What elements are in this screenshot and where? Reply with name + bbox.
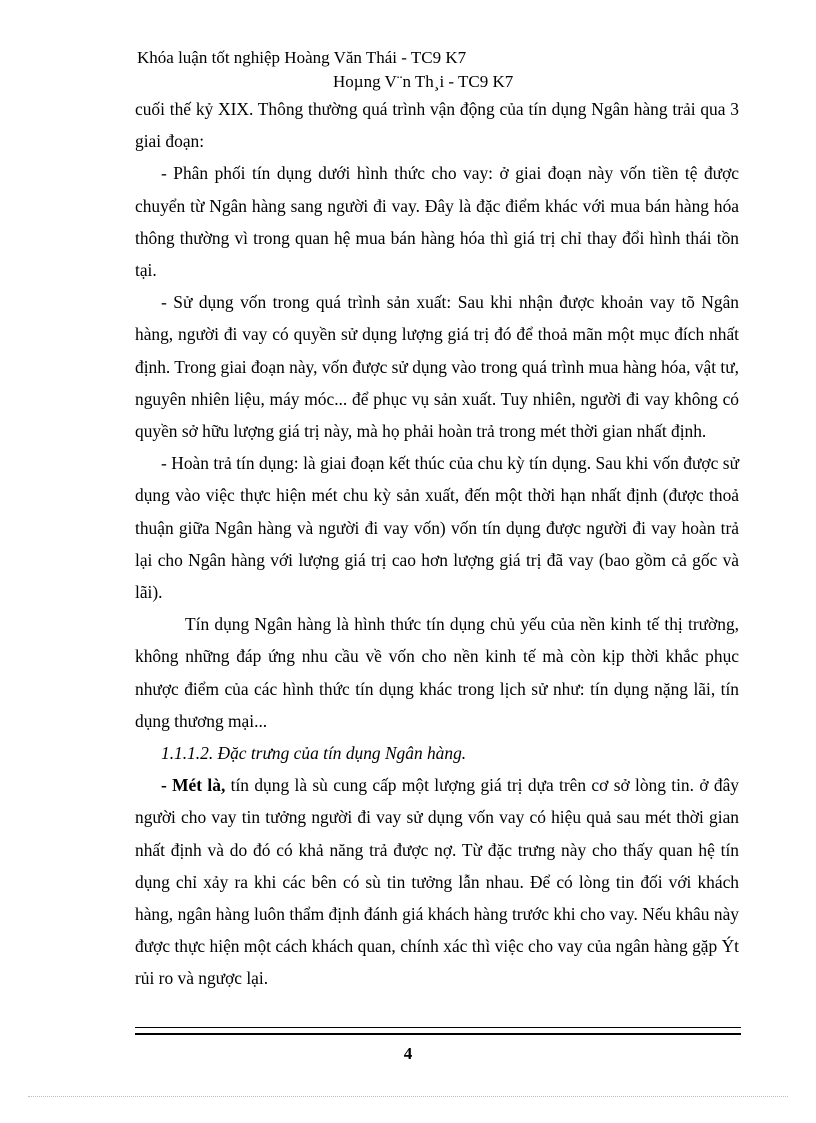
paragraph: - Sử dụng vốn trong quá trình sản xuất: Sau khi nhận được khoản vay tõ Ngân hàng, người đi vay có quyền sử dụng lượng giá trị đó để thoả mãn một mục đích nhất định. Trong giai đoạn này, vốn được sử dụng vào trong quá trình mua hàng hóa, vật tư, nguyên nhiên liệu, máy móc... để phục vụ sản xuất. Tuy nhiên, người đi vay không có quyền sở hữu lượng giá trị này, mà họ phải hoàn trả trong mét thời gian nhất định. [135, 292, 739, 442]
document-body [135, 93, 739, 995]
paragraph: cuối thế kỷ XIX. Thông thường quá trình vận động của tín dụng Ngân hàng trải qua 3 giai đoạn: [135, 99, 739, 152]
page-header [137, 46, 737, 94]
header-author-legacy-font: Hoµng V¨n Th¸i - TC9 K7 [333, 72, 514, 91]
paragraph: Tín dụng Ngân hàng là hình thức tín dụng chủ yếu của nền kinh tế thị trường, không những đáp ứng nhu cầu về vốn cho nền kinh tế mà còn kịp thời khắc phục nhược điểm của các hình thức tín dụng khác trong lịch sử như: tín dụng nặng lãi, tín dụng thương mại... [135, 614, 739, 731]
paragraph [135, 769, 739, 994]
page-number: 4 [403, 1044, 413, 1063]
paragraph-text: tín dụng là sù cung cấp một lượng giá trị dựa trên cơ sở lòng tin. ở đây người cho vay tin tưởng người đi vay sử dụng vốn vay có hiệu quả sau mét thời gian nhất định và do đó có khả năng trả được nợ. Từ đặc trưng này cho thấy quan hệ tín dụng chỉ xảy ra khi các bên có sù tin tưởng lẫn nhau. Để có lòng tin đối với khách hàng, ngân hàng luôn thẩm định đánh giá khách hàng trước khi cho vay. Nếu khâu này được thực hiện một cách khách quan, chính xác thì việc cho vay của ngân hàng gặp Ýt rủi ro và ngược lại. [135, 775, 739, 989]
paragraph-lead: - Mét là, [161, 775, 226, 796]
paragraph: - Phân phối tín dụng dưới hình thức cho vay: ở giai đoạn này vốn tiền tệ được chuyển từ Ngân hàng sang người đi vay. Đây là đặc điểm khác với mua bán hàng hóa thông thường vì trong quan hệ mua bán hàng hóa thì giá trị chỉ thay đổi hình thái tồn tại. [135, 163, 739, 281]
page-bottom-edge [28, 1096, 788, 1097]
header-title: Khóa luận tốt nghiệp Hoàng Văn Thái - TC9 K7 [137, 48, 467, 67]
section-heading: 1.1.1.2. Đặc trưng của tín dụng Ngân hàng. [161, 743, 467, 764]
footer-rule [135, 1027, 741, 1035]
paragraph: - Hoàn trả tín dụng: là giai đoạn kết thúc của chu kỳ tín dụng. Sau khi vốn được sử dụng vào việc thực hiện mét chu kỳ sản xuất, đến một thời hạn nhất định (được thoả thuận giữa Ngân hàng và người đi vay vốn) vốn tín dụng được người đi vay hoàn trả lại cho Ngân hàng với lượng giá trị cao hơn lượng giá trị đã vay (bao gồm cả gốc và lãi). [135, 453, 739, 603]
